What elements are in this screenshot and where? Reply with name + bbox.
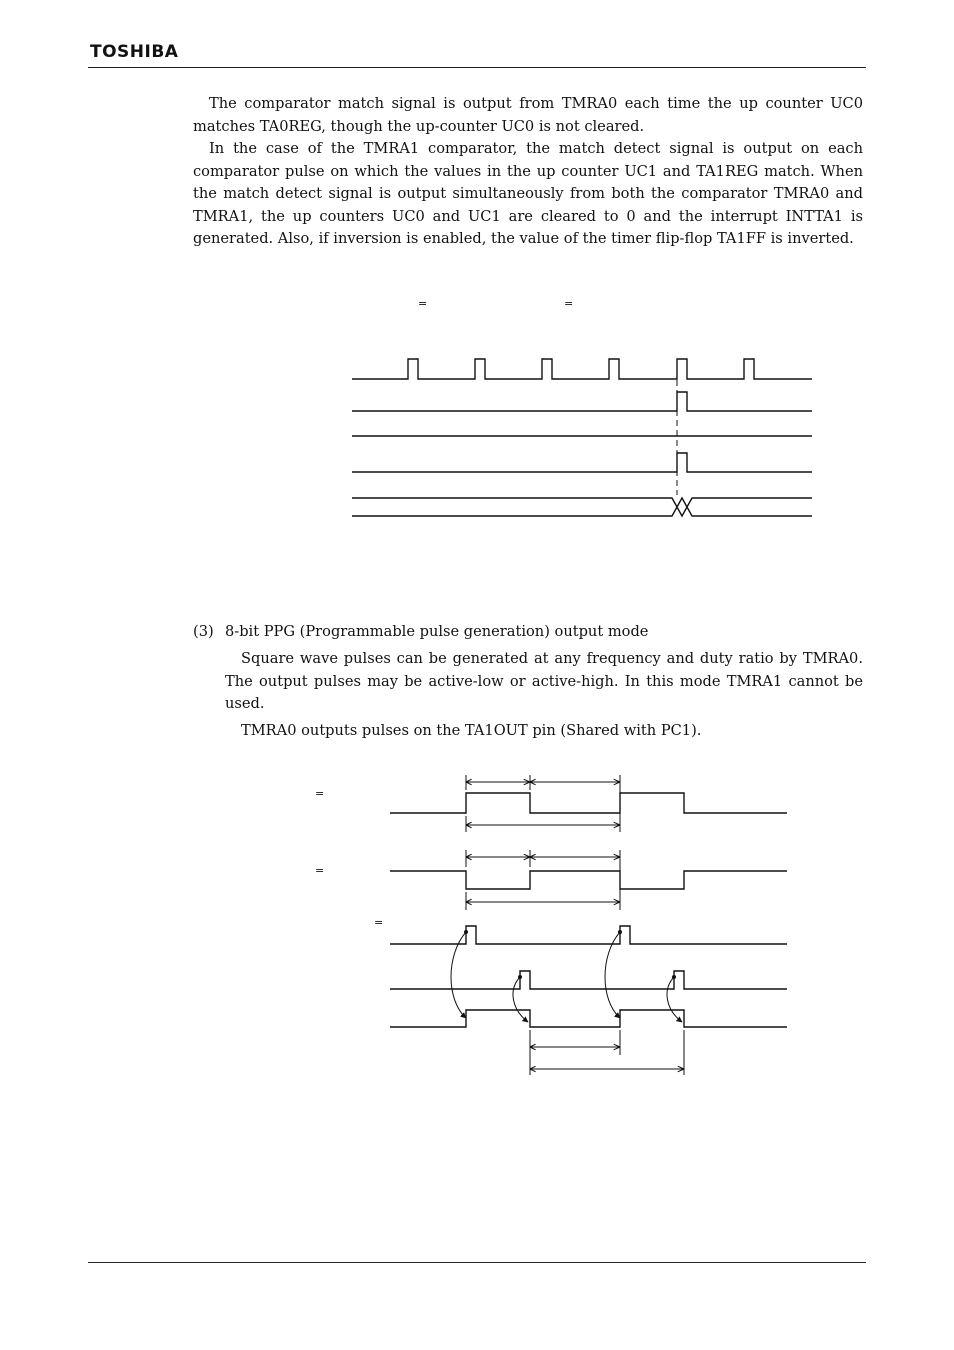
section-title: 8-bit PPG (Programmable pulse generation) output mode	[225, 623, 649, 640]
section-number: (3)	[193, 623, 214, 640]
paragraph-ppg-output-pin: TMRA0 outputs pulses on the TA1OUT pin (Shared with PC1).	[241, 722, 702, 739]
paragraph-comparator-match: The comparator match signal is output from TMRA0 each time the up counter UC0 matches TA0REG, though the up-counter UC0 is not cleared.	[193, 95, 863, 135]
timing-diagram-1	[352, 297, 812, 516]
cause-arrow	[605, 932, 620, 1018]
brand-logo: TOSHIBA	[90, 42, 179, 62]
equal-sign: =	[315, 787, 325, 800]
equal-sign: =	[418, 297, 428, 310]
waveform-flipflop	[352, 498, 812, 516]
equal-sign: =	[564, 297, 574, 310]
waveform-comparator-pulses	[352, 359, 812, 379]
paragraph-tmra1-comparator: In the case of the TMRA1 comparator, the match detect signal is output on each comparator pulse on which the values in the up counter UC1 and TA1REG match. When the match detect signal is output simultaneously from both the comparator TMRA0 and TMRA1, the up counters UC0 and UC1 are cleared to 0 and the interrupt INTTA1 is generated. Also, if inversion is enabled, the value of the timer flip-flop TA1FF is inverted.	[193, 140, 863, 247]
waveform-ppg-output	[390, 1010, 787, 1027]
waveform-match-detect-2	[352, 453, 812, 472]
equal-sign: =	[315, 864, 325, 877]
waveform-match-ta0reg	[390, 926, 787, 944]
timing-diagram-2	[315, 775, 787, 1075]
waveform-active-high-output	[390, 793, 787, 813]
equal-sign: =	[374, 916, 384, 929]
cause-arrow	[451, 932, 466, 1018]
footer-rule	[88, 1262, 866, 1263]
paragraph-ppg-description: Square wave pulses can be generated at any frequency and duty ratio by TMRA0. The output pulses may be active-low or active-high. In this mode TMRA1 cannot be used.	[225, 650, 863, 712]
waveform-match-detect-1	[352, 392, 812, 411]
waveform-active-low-output	[390, 871, 787, 889]
waveform-match-ta1reg	[390, 971, 787, 989]
